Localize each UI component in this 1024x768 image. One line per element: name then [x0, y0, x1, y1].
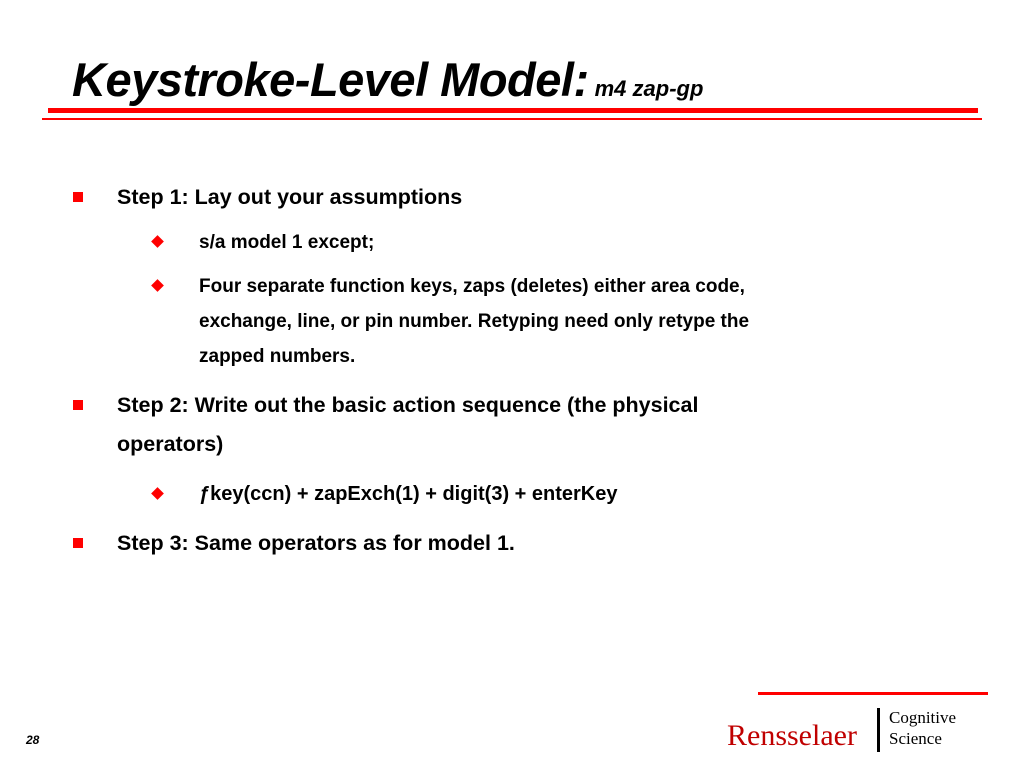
- department-line-1: Cognitive: [889, 708, 957, 727]
- diamond-bullet-icon: [151, 235, 164, 248]
- footer-rule: [758, 692, 988, 695]
- department-line-2: Science: [889, 729, 942, 748]
- square-bullet-icon: [73, 538, 83, 548]
- sub-bullet-function-keys-line-1: Four separate function keys, zaps (deletes) either area code,: [199, 276, 745, 297]
- brand-divider: [877, 708, 880, 752]
- sub-bullet-function-keys-line-3: zapped numbers.: [199, 346, 356, 367]
- bullet-step-3: Step 3: Same operators as for model 1.: [117, 531, 515, 555]
- bullet-step-1: Step 1: Lay out your assumptions: [117, 185, 463, 209]
- bullet-step-2-line-2: operators): [117, 432, 224, 456]
- sub-bullet-function-keys-line-2: exchange, line, or pin number. Retyping need only retype the: [199, 311, 750, 332]
- diamond-bullet-icon: [151, 487, 164, 500]
- department-name: [889, 707, 956, 749]
- square-bullet-icon: [73, 192, 83, 202]
- title-main: Keystroke-Level Model:: [72, 53, 589, 106]
- page-number: 28: [26, 733, 40, 747]
- bullet-step-2-line-1: Step 2: Write out the basic action sequence (the physical: [117, 393, 699, 417]
- diamond-bullet-icon: [151, 279, 164, 292]
- title-underline-thin: [42, 118, 982, 120]
- sub-bullet-model-except: s/a model 1 except;: [199, 232, 375, 253]
- square-bullet-icon: [73, 400, 83, 410]
- slide-title: [72, 52, 703, 107]
- title-underline-thick: [48, 108, 978, 113]
- sub-bullet-action-sequence: ƒkey(ccn) + zapExch(1) + digit(3) + enterKey: [199, 483, 618, 505]
- brand-name: Rensselaer: [727, 719, 857, 752]
- title-subtitle: m4 zap-gp: [594, 76, 704, 101]
